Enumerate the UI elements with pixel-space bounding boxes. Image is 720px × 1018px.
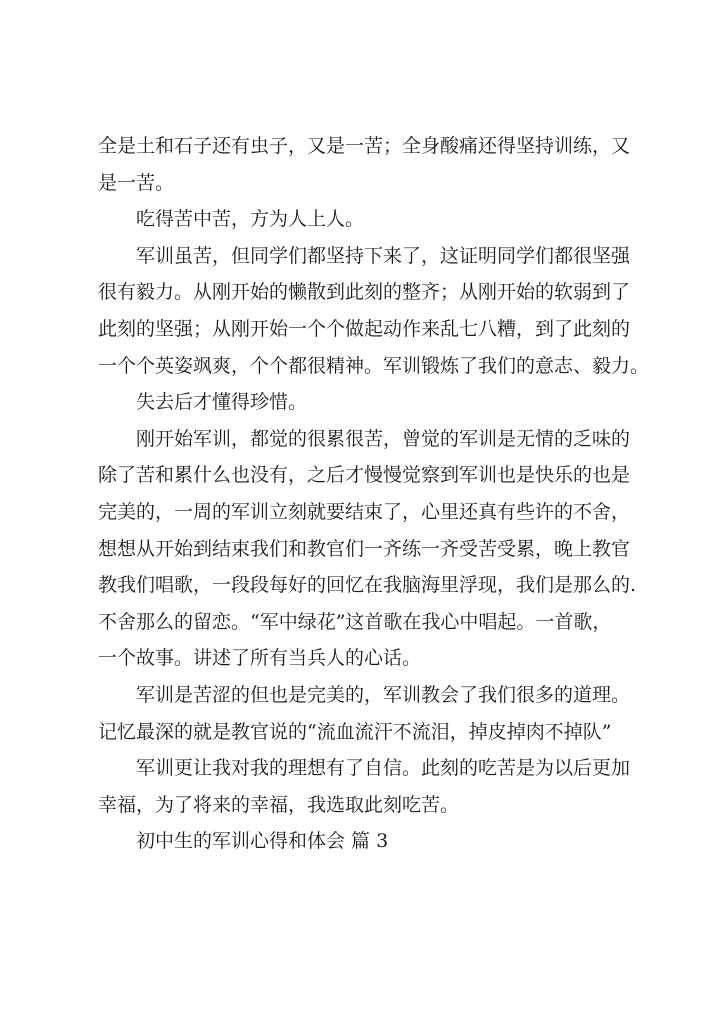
text-line: 幸福，为了将来的幸福，我选取此刻吃苦。: [98, 793, 460, 816]
text-line: 此刻的坚强；从刚开始一个个做起动作来乱七八糟，到了此刻的: [98, 317, 631, 340]
text-line: 不舍那么的留恋。“军中绿花”这首歌在我心中唱起。一首歌，: [98, 610, 612, 633]
text-line: 完美的，一周的军训立刻就要结束了，心里还真有些许的不舍，: [98, 500, 631, 523]
text-line: 吃得苦中苦，方为人上人。: [136, 208, 365, 231]
text-line: 失去后才懂得珍惜。: [136, 391, 308, 414]
text-line: 军训更让我对我的理想有了自信。此刻的吃苦是为以后更加: [136, 757, 631, 780]
text-line: 刚开始军训，都觉的很累很苦，曾觉的军训是无情的乏味的: [136, 427, 631, 450]
text-line: 除了苦和累什么也没有，之后才慢慢觉察到军训也是快乐的也是: [98, 464, 631, 487]
text-line: 教我们唱歌，一段段每好的回忆在我脑海里浮现，我们是那么的.: [98, 574, 637, 597]
text-line: 想想从开始到结束我们和教官们一齐练一齐受苦受累，晚上教官: [98, 537, 631, 560]
section-heading: 初中生的军训心得和体会 篇 3: [136, 830, 389, 853]
text-line: 一个个英姿飒爽，个个都很精神。军训锻炼了我们的意志、毅力。: [98, 354, 650, 377]
text-line: 记忆最深的就是教官说的“流血流汗不流泪，掉皮掉肉不掉队”: [98, 720, 612, 743]
document-body: [98, 128, 658, 860]
text-line: 是一苦。: [98, 171, 175, 194]
text-line: 军训虽苦，但同学们都坚持下来了，这证明同学们都很坚强: [136, 244, 631, 267]
text-line: 全是土和石子还有虫子，又是一苦；全身酸痛还得坚持训练，又: [98, 135, 631, 157]
text-line: 一个故事。讲述了所有当兵人的心话。: [98, 647, 422, 670]
text-line: 很有毅力。从刚开始的懒散到此刻的整齐；从刚开始的软弱到了: [98, 281, 631, 304]
text-line: 军训是苦涩的但也是完美的，军训教会了我们很多的道理。: [136, 683, 631, 706]
